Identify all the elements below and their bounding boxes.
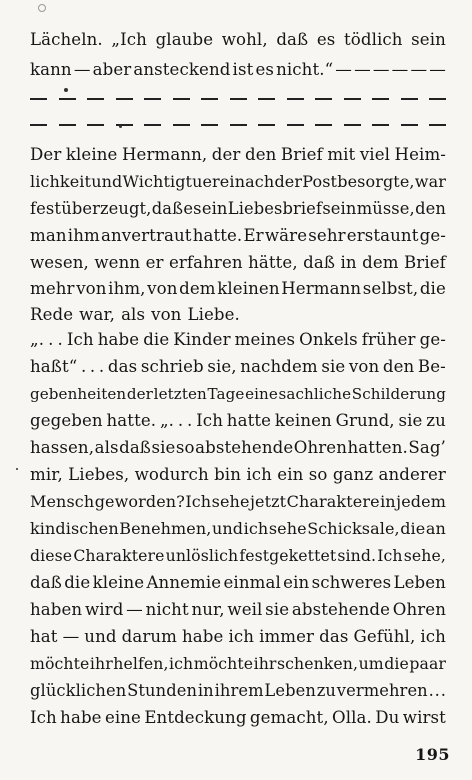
text-line-19: daß die kleine Annemie einmal ein schweres Leben xyxy=(30,573,446,592)
dash-separator-1 xyxy=(30,98,446,100)
text-line-16: Mensch geworden? Ich sehe jetzt Charaktere in jedem xyxy=(30,492,446,511)
text-line-20: haben wird — nicht nur, weil sie abstehende Ohren xyxy=(30,600,446,619)
text-line-6: man ihm anvertraut hatte. Er wäre sehr erstaunt ge- xyxy=(30,226,446,245)
text-line-23: glücklichen Stunden in ihrem Leben zu vermehren . . . xyxy=(30,681,446,700)
scan-speck xyxy=(119,125,122,128)
scan-speck xyxy=(64,88,68,92)
text-line-5: fest überzeugt, daß es ein Liebesbrief sein müsse, den xyxy=(30,199,446,218)
text-line-7: wesen, wenn er erfahren hätte, daß in dem Brief xyxy=(30,253,446,272)
page-number: 195 xyxy=(415,745,450,764)
text-line-11: haßt“ . . . das schrieb sie, nachdem sie von den Be- xyxy=(30,357,446,376)
text-line-14: hassen, als daß sie so abstehende Ohren hatten. Sag’ xyxy=(30,438,446,457)
text-line-18: diese Charaktere unlöslich festgekettet sind. Ich sehe, xyxy=(30,546,446,565)
text-line-3: Der kleine Hermann, der den Brief mit viel Heim- xyxy=(30,145,446,164)
text-line-22: möchte ihr helfen, ich möchte ihr schenken, um die paar xyxy=(30,654,446,673)
text-line-4: lichkeit und Wichtigtuerei nach der Post besorgte, war xyxy=(30,172,446,191)
text-line-17: kindischen Benehmen, und ich sehe Schicksale, die an xyxy=(30,519,446,538)
text-line-2: kann — aber ansteckend ist es nicht.“ — — — — — — xyxy=(30,60,446,79)
text-line-21: hat — und darum habe ich immer das Gefühl, ich xyxy=(30,627,446,646)
text-line-15: mir, Liebes, wodurch bin ich ein so ganz anderer xyxy=(30,465,446,484)
text-line-12: gebenheiten der letzten Tage eine sachliche Schilderung xyxy=(30,385,446,403)
text-line-10: „. . . Ich habe die Kinder meines Onkels früher ge- xyxy=(30,330,446,349)
scan-speck xyxy=(38,4,46,12)
text-line-1: Lächeln. „Ich glaube wohl, daß es tödlich sein xyxy=(30,30,446,49)
dash-separator-2 xyxy=(30,124,446,126)
text-line-8: mehr von ihm, von dem kleinen Hermann selbst, die xyxy=(30,279,446,298)
scan-speck xyxy=(16,468,18,470)
text-line-24: Ich habe eine Entdeckung gemacht, Olla. Du wirst xyxy=(30,708,446,727)
text-line-9: Rede war, als von Liebe. xyxy=(30,305,240,324)
text-line-13: gegeben hatte. „. . . Ich hatte keinen Grund, sie zu xyxy=(30,411,446,430)
